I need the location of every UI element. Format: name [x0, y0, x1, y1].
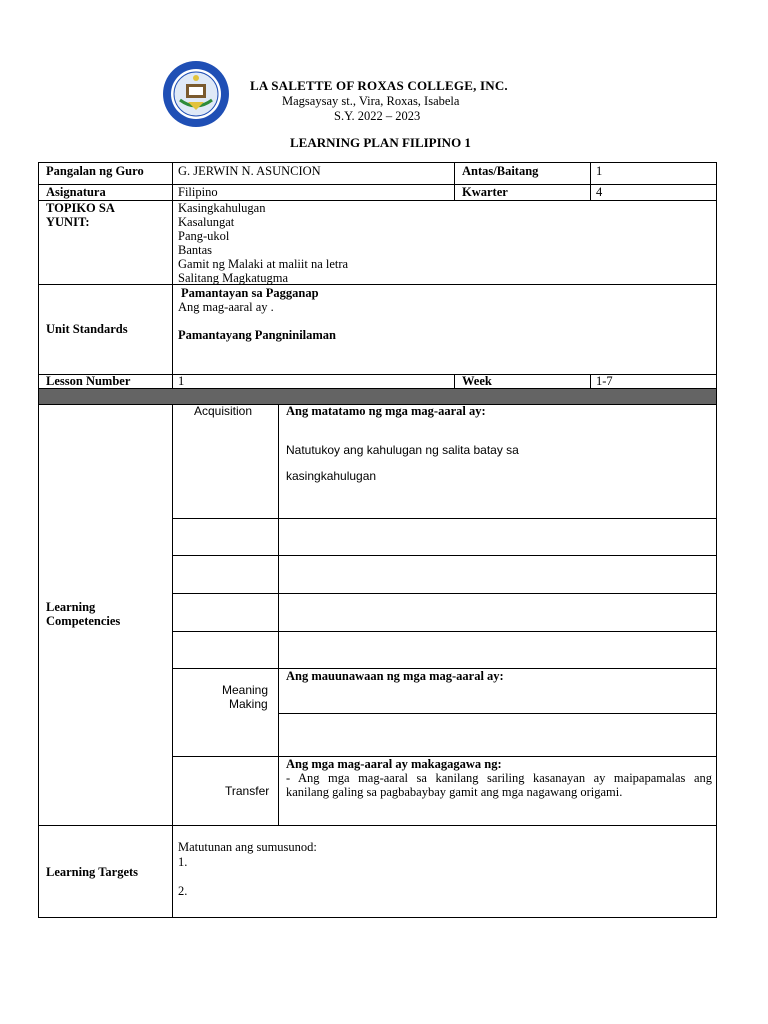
- learning-targets-intro: Matutunan ang sumusunod:: [178, 840, 317, 854]
- topic-item: Kasingkahulugan: [178, 201, 266, 215]
- subject-label: Asignatura: [46, 185, 106, 199]
- transfer-text-line-2: kanilang galing sa pagbabaybay gamit ang mga nagawang origami.: [286, 785, 623, 799]
- row-line: [38, 825, 717, 826]
- transfer-text-line-1: - Ang mga mag-aaral sa kanilang sariling kasanayan ay maipapamalas ang: [286, 771, 712, 785]
- quarter-value: 4: [596, 185, 603, 199]
- standards-heading-content: Pamantayang Pangninilaman: [178, 328, 337, 342]
- school-logo: [156, 60, 236, 128]
- learning-target-item: 1.: [178, 855, 188, 869]
- table-border: [38, 162, 39, 918]
- school-seal-icon: [156, 60, 236, 128]
- unit-standards-label: Unit Standards: [46, 322, 128, 336]
- teacher-label: Pangalan ng Guro: [46, 164, 144, 178]
- row-line: [38, 284, 717, 285]
- row-line: [172, 555, 717, 556]
- row-line: [38, 200, 717, 201]
- acquisition-text-line-2: kasingkahulugan: [286, 469, 377, 483]
- week-value: 1-7: [596, 374, 613, 388]
- transfer-heading: Ang mga mag-aaral ay makagagawa ng:: [286, 757, 502, 771]
- row-line: [38, 388, 717, 389]
- row-line: [172, 593, 717, 594]
- grade-label: Antas/Baitang: [462, 164, 539, 178]
- meaning-making-heading: Ang mauunawaan ng mga mag-aaral ay:: [286, 669, 504, 683]
- plan-title: LEARNING PLAN FILIPINO 1: [290, 135, 471, 150]
- quarter-label: Kwarter: [462, 185, 508, 199]
- acquisition-text-line-1: Natutukoy ang kahulugan ng salita batay sa: [286, 443, 519, 457]
- subject-value: Filipino: [178, 185, 218, 199]
- section-divider-band: [38, 389, 717, 404]
- row-line: [278, 713, 717, 714]
- topic-item: Gamit ng Malaki at maliit na letra: [178, 257, 349, 271]
- competencies-label-line-2: Competencies: [46, 614, 121, 628]
- week-label: Week: [462, 374, 492, 388]
- acquisition-label: Acquisition: [194, 404, 253, 418]
- standards-heading-performance: Pamantayan sa Pagganap: [181, 286, 319, 300]
- col-line: [590, 374, 591, 389]
- school-year: S.Y. 2022 – 2023: [334, 109, 421, 123]
- meaning-making-label-line-1: Meaning: [222, 683, 269, 697]
- learning-targets-label: Learning Targets: [46, 865, 139, 879]
- table-border: [38, 917, 717, 918]
- acquisition-heading: Ang matatamo ng mga mag-aaral ay:: [286, 404, 486, 418]
- col-line: [454, 162, 455, 201]
- school-name: LA SALETTE OF ROXAS COLLEGE, INC.: [250, 78, 508, 93]
- topic-item: Pang-ukol: [178, 229, 230, 243]
- topic-item: Bantas: [178, 243, 213, 257]
- col-line: [278, 404, 279, 826]
- table-border: [38, 162, 717, 163]
- learning-plan-table: [38, 162, 717, 918]
- col-line: [590, 162, 591, 201]
- topic-label-line-2: YUNIT:: [46, 215, 90, 229]
- topic-label-line-1: TOPIKO SA: [46, 201, 115, 215]
- row-line: [172, 518, 717, 519]
- school-address: Magsaysay st., Vira, Roxas, Isabela: [282, 94, 460, 108]
- table-border: [716, 162, 717, 918]
- lesson-number-label: Lesson Number: [46, 374, 131, 388]
- teacher-value: G. JERWIN N. ASUNCION: [178, 164, 321, 178]
- topic-item: Salitang Magkatugma: [178, 271, 289, 285]
- row-line: [38, 374, 717, 375]
- col-line: [172, 162, 173, 389]
- col-line: [172, 404, 173, 918]
- transfer-label: Transfer: [225, 784, 270, 798]
- learning-target-item: 2.: [178, 884, 188, 898]
- row-line: [38, 184, 717, 185]
- grade-value: 1: [596, 164, 603, 178]
- meaning-making-label-line-2: Making: [229, 697, 268, 711]
- col-line: [454, 374, 455, 389]
- lesson-number-value: 1: [178, 374, 185, 388]
- competencies-label-line-1: Learning: [46, 600, 96, 614]
- row-line: [172, 631, 717, 632]
- topic-item: Kasalungat: [178, 215, 235, 229]
- standards-text-performance: Ang mag-aaral ay .: [178, 300, 274, 314]
